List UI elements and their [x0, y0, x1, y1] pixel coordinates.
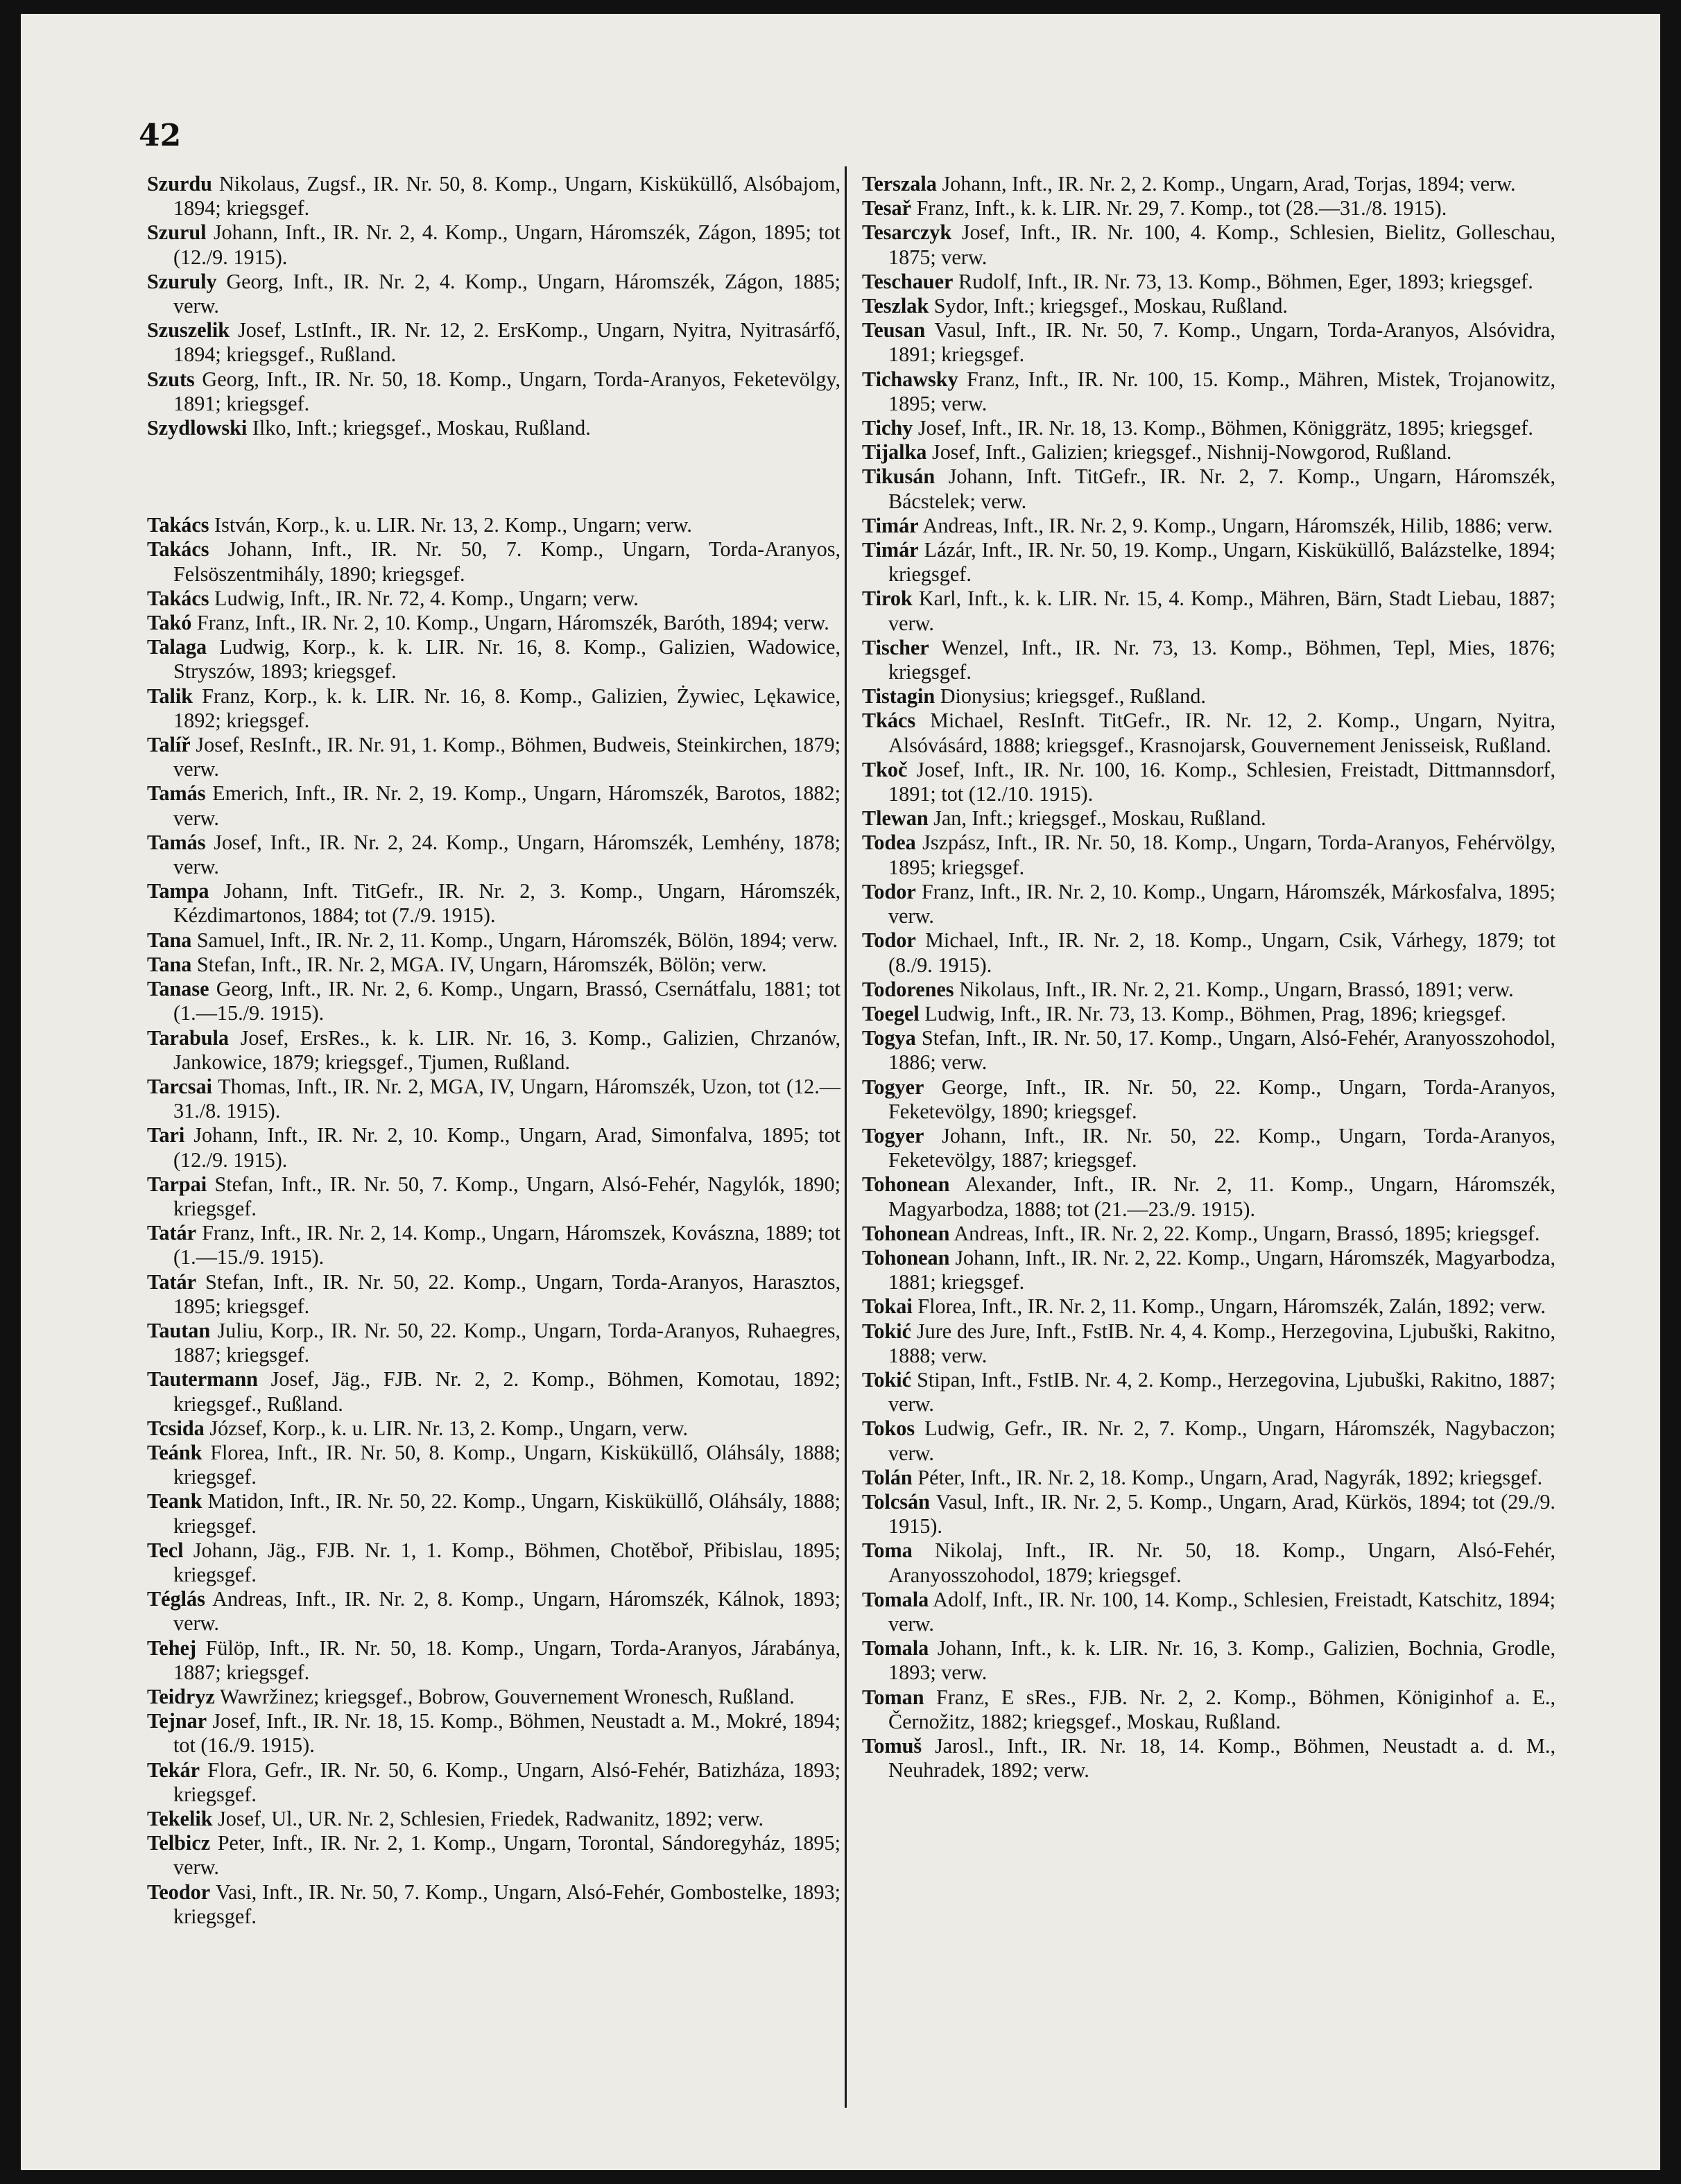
entry-surname: Timár: [862, 513, 919, 537]
entry-surname: Tichy: [862, 416, 913, 440]
register-entry: [147, 1880, 840, 1929]
entry-details: Franz, Inft., k. k. LIR. Nr. 29, 7. Komp., tot (28.—31./8. 1915).: [916, 196, 1447, 220]
register-entry: [862, 684, 1555, 709]
register-entry: [147, 1221, 840, 1269]
register-entry: [862, 220, 1555, 269]
entry-details: Andreas, Inft., IR. Nr. 2, 22. Komp., Ungarn, Brassó, 1895; kriegsgef.: [954, 1221, 1540, 1245]
entry-details: Johann, Inft., IR. Nr. 50, 7. Komp., Ungarn, Torda-Aranyos, Felsöszentmihály, 1890; kriegsgef.: [173, 537, 840, 586]
entry-surname: Takács: [147, 586, 209, 610]
entry-surname: Tekelik: [147, 1807, 213, 1830]
entry-details: Franz, Inft., IR. Nr. 2, 14. Komp., Ungarn, Háromszek, Kovászna, 1889; tot (1.—15./9. 1915).: [173, 1221, 840, 1269]
entry-surname: Tecl: [147, 1538, 184, 1562]
entry-surname: Tischer: [862, 635, 929, 659]
entry-surname: Szurdu: [147, 172, 212, 196]
entry-details: Florea, Inft., IR. Nr. 2, 11. Komp., Ungarn, Háromszék, Zalán, 1892; verw.: [917, 1294, 1546, 1319]
entry-surname: Toman: [862, 1685, 924, 1709]
entry-surname: Tamás: [147, 781, 206, 806]
register-entry: [147, 1319, 840, 1367]
register-entry: [862, 1222, 1555, 1246]
entry-details: Johann, Inft., IR. Nr. 2, 4. Komp., Ungarn, Háromszék, Zágon, 1895; tot (12./9. 1915).: [173, 220, 840, 269]
register-entry: [147, 953, 840, 977]
entry-details: Lázár, Inft., IR. Nr. 50, 19. Komp., Ungarn, Kisküküllő, Balázstelke, 1894; kriegsgef.: [888, 538, 1556, 587]
entry-surname: Tarabula: [147, 1025, 230, 1050]
entry-surname: Tatár: [147, 1221, 197, 1245]
register-entry: [147, 928, 840, 953]
register-entry: [147, 1831, 840, 1880]
entry-surname: Tomala: [862, 1636, 929, 1661]
register-entry: [147, 781, 840, 830]
entry-details: Wenzel, Inft., IR. Nr. 73, 13. Komp., Böhmen, Tepl, Mies, 1876; kriegsgef.: [888, 635, 1555, 684]
register-entry: [862, 1246, 1555, 1294]
entry-details: Johann, Inft., IR. Nr. 2, 10. Komp., Ungarn, Arad, Simonfalva, 1895; tot (12./9. 1915).: [173, 1123, 841, 1172]
entry-details: Josef, ResInft., IR. Nr. 91, 1. Komp., Böhmen, Budweis, Steinkirchen, 1879; verw.: [173, 733, 841, 781]
entry-surname: Teodor: [147, 1880, 211, 1904]
register-entry: [862, 538, 1555, 587]
left-entries-szu: [147, 172, 840, 440]
entry-surname: Telbicz: [147, 1831, 211, 1855]
entry-details: Adolf, Inft., IR. Nr. 100, 14. Komp., Schlesien, Freistadt, Katschitz, 1894; verw.: [888, 1587, 1555, 1636]
register-entry: [862, 1002, 1555, 1026]
entry-details: Ludwig, Korp., k. k. LIR. Nr. 16, 8. Komp., Galizien, Wadowice, Stryszów, 1893; kriegsgef.: [173, 635, 840, 684]
entry-details: Josef, Inft., IR. Nr. 18, 13. Komp., Böhmen, Königgrätz, 1895; kriegsgef.: [917, 416, 1533, 440]
entry-surname: Talik: [147, 684, 193, 708]
register-entry: [147, 1172, 840, 1221]
register-entry: [862, 440, 1555, 465]
entry-details: Florea, Inft., IR. Nr. 50, 8. Komp., Ungarn, Kisküküllő, Oláhsály, 1888; kriegsgef.: [173, 1440, 841, 1489]
entry-surname: Tarcsai: [147, 1074, 212, 1098]
register-entry: [147, 1636, 840, 1685]
entry-details: Flora, Gefr., IR. Nr. 50, 6. Komp., Ungarn, Alsó-Fehér, Batizháza, 1893; kriegsgef.: [173, 1758, 841, 1806]
entry-details: Jszpász, Inft., IR. Nr. 50, 18. Komp., Ungarn, Torda-Aranyos, Fehérvölgy, 1895; kriegsgef.: [888, 831, 1555, 879]
entry-details: Franz, Inft., IR. Nr. 2, 10. Komp., Ungarn, Háromszék, Baróth, 1894; verw.: [196, 611, 829, 635]
entry-details: Juliu, Korp., IR. Nr. 50, 22. Komp., Ungarn, Torda-Aranyos, Ruhaegres, 1887; kriegsgef.: [173, 1318, 841, 1367]
entry-surname: Tanase: [147, 977, 209, 1001]
entry-surname: Todor: [862, 879, 916, 903]
entry-details: Josef, Inft., IR. Nr. 2, 24. Komp., Ungarn, Háromszék, Lemhény, 1878; verw.: [173, 830, 840, 879]
register-entry: [862, 1416, 1555, 1465]
entry-surname: Todorenes: [862, 977, 954, 1001]
entry-details: Peter, Inft., IR. Nr. 2, 1. Komp., Ungarn, Torontal, Sándoregyház, 1895; verw.: [173, 1831, 840, 1880]
entry-surname: Tari: [147, 1123, 185, 1147]
entry-details: Stefan, Inft., IR. Nr. 2, MGA. IV, Ungarn, Háromszék, Bölön; verw.: [196, 952, 767, 976]
register-entry: [147, 1367, 840, 1416]
entry-surname: Togya: [862, 1026, 916, 1050]
left-column: [147, 172, 840, 1929]
column-divider: [845, 166, 847, 2108]
entry-surname: Tirok: [862, 587, 913, 611]
entry-details: Stefan, Inft., IR. Nr. 50, 7. Komp., Ungarn, Alsó-Fehér, Nagylók, 1890; kriegsgef.: [173, 1172, 840, 1220]
register-entry: [862, 1636, 1555, 1685]
entry-surname: Tokai: [862, 1294, 913, 1319]
register-entry: [862, 367, 1555, 416]
entry-surname: Tomala: [862, 1587, 929, 1611]
entry-details: József, Korp., k. u. LIR. Nr. 13, 2. Komp., Ungarn, verw.: [209, 1416, 689, 1440]
register-entry: [147, 611, 840, 635]
entry-details: Michael, ResInft. TitGefr., IR. Nr. 12, 2. Komp., Ungarn, Nyitra, Alsóvásárd, 1888; kriegsgef., Krasnojarsk, Gouvernement Jenisseisk, Rußland.: [888, 709, 1556, 757]
entry-details: Ludwig, Inft., IR. Nr. 72, 4. Komp., Ungarn; verw.: [214, 586, 639, 610]
entry-details: Andreas, Inft., IR. Nr. 2, 9. Komp., Ungarn, Háromszék, Hilib, 1886; verw.: [922, 513, 1553, 537]
register-entry: [862, 1685, 1555, 1734]
entry-details: Stefan, Inft., IR. Nr. 50, 22. Komp., Ungarn, Torda-Aranyos, Harasztos, 1895; kriegsgef.: [173, 1269, 841, 1318]
entry-surname: Tana: [147, 928, 192, 952]
register-entry: [147, 1539, 840, 1587]
register-entry: [862, 1466, 1555, 1490]
entry-surname: Tohonean: [862, 1221, 950, 1245]
entry-details: Georg, Inft., IR. Nr. 50, 18. Komp., Ungarn, Torda-Aranyos, Feketevölgy, 1891; kriegsgef.: [173, 367, 840, 415]
entry-surname: Togyer: [862, 1075, 924, 1099]
entry-surname: Teschauer: [862, 269, 954, 293]
entry-details: Johann, Jäg., FJB. Nr. 1, 1. Komp., Böhmen, Chotěboř, Přibislau, 1895; kriegsgef.: [173, 1538, 840, 1586]
entry-details: Johann, Inft. TitGefr., IR. Nr. 2, 7. Komp., Ungarn, Háromszék, Bácstelek; verw.: [888, 465, 1555, 513]
entry-surname: Takács: [147, 537, 209, 562]
register-entry: [862, 928, 1555, 977]
register-entry: [862, 465, 1555, 513]
entry-details: Sydor, Inft.; kriegsgef., Moskau, Rußland.: [933, 294, 1288, 318]
register-entry: [147, 1123, 840, 1172]
entry-details: Josef, Inft., IR. Nr. 100, 16. Komp., Schlesien, Freistadt, Dittmannsdorf, 1891; tot (12./10. 1915).: [888, 757, 1556, 806]
entry-surname: Tolán: [862, 1465, 913, 1489]
entry-details: Josef, Inft., Galizien; kriegsgef., Nishnij-Nowgorod, Rußland.: [931, 440, 1452, 465]
entry-details: Vasul, Inft., IR. Nr. 2, 5. Komp., Ungarn, Arad, Kürkös, 1894; tot (29./9. 1915).: [888, 1489, 1555, 1539]
entry-details: Vasul, Inft., IR. Nr. 50, 7. Komp., Ungarn, Torda-Aranyos, Alsóvidra, 1891; kriegsgef.: [888, 318, 1555, 367]
register-entry: [862, 806, 1555, 831]
entry-surname: Teusan: [862, 318, 926, 343]
register-entry: [862, 1319, 1555, 1368]
entry-surname: Tohonean: [862, 1172, 950, 1197]
entry-details: Josef, Inft., IR. Nr. 18, 15. Komp., Böhmen, Neustadt a. M., Mokré, 1894; tot (16./9. 1915).: [173, 1709, 841, 1758]
entry-surname: Tehej: [147, 1636, 197, 1660]
entry-details: Jure des Jure, Inft., FstIB. Nr. 4, 4. Komp., Herzegovina, Ljubuški, Rakitno, 1888; verw.: [888, 1319, 1555, 1367]
register-entry: [147, 1270, 840, 1319]
register-entry: [862, 514, 1555, 538]
entry-surname: Szuszelik: [147, 318, 230, 343]
entry-surname: Tejnar: [147, 1709, 207, 1733]
register-entry: [147, 733, 840, 781]
entry-surname: Talíř: [147, 733, 191, 757]
entry-details: Johann, Inft., k. k. LIR. Nr. 16, 3. Komp., Galizien, Bochnia, Grodle, 1893; verw.: [888, 1636, 1555, 1685]
entry-surname: Tokos: [862, 1416, 915, 1441]
entry-surname: Toegel: [862, 1001, 920, 1025]
entry-details: Josef, Inft., IR. Nr. 100, 4. Komp., Schlesien, Bielitz, Golleschau, 1875; verw.: [888, 220, 1556, 269]
register-entry: [862, 587, 1555, 635]
entry-surname: Tarpai: [147, 1172, 207, 1196]
register-entry: [147, 513, 840, 537]
entry-surname: Tistagin: [862, 684, 936, 709]
entry-details: Fülöp, Inft., IR. Nr. 50, 18. Komp., Ungarn, Torda-Aranyos, Járabánya, 1887; kriegsgef.: [173, 1636, 841, 1684]
entry-surname: Tatár: [147, 1269, 197, 1294]
entry-surname: Toma: [862, 1539, 913, 1563]
register-entry: [862, 416, 1555, 440]
entry-surname: Togyer: [862, 1123, 924, 1147]
entry-surname: Szurul: [147, 220, 207, 245]
entry-surname: Teszlak: [862, 294, 929, 318]
page-number: 42: [139, 118, 182, 153]
register-entry: [147, 635, 840, 684]
entry-details: Johann, Inft., IR. Nr. 2, 2. Komp., Ungarn, Arad, Torjas, 1894; verw.: [942, 172, 1516, 196]
entry-details: Johann, Inft., IR. Nr. 50, 22. Komp., Ungarn, Torda-Aranyos, Feketevölgy, 1887; kriegsgef.: [888, 1123, 1555, 1172]
register-entry: [147, 1026, 840, 1075]
entry-surname: Tlewan: [862, 806, 929, 831]
entry-details: Franz, Inft., IR. Nr. 2, 10. Komp., Ungarn, Háromszék, Márkosfalva, 1895; verw.: [888, 879, 1556, 928]
register-entry: [147, 587, 840, 611]
entry-details: Rudolf, Inft., IR. Nr. 73, 13. Komp., Böhmen, Eger, 1893; kriegsgef.: [958, 269, 1533, 293]
entry-details: Karl, Inft., k. k. LIR. Nr. 15, 4. Komp., Mähren, Bärn, Stadt Liebau, 1887; verw.: [888, 587, 1555, 635]
register-entry: [862, 978, 1555, 1002]
entry-details: Wawržinez; kriegsgef., Bobrow, Gouvernement Wronesch, Rußland.: [219, 1684, 795, 1708]
entry-surname: Tautermann: [147, 1367, 258, 1392]
entry-surname: Tesarczyk: [862, 220, 952, 245]
right-entries: [862, 172, 1555, 1783]
register-entry: [862, 1294, 1555, 1319]
register-entry: [862, 1026, 1555, 1075]
entry-surname: Tekár: [147, 1758, 200, 1782]
register-entry: [862, 196, 1555, 220]
entry-details: Josef, Ul., UR. Nr. 2, Schlesien, Friedek, Radwanitz, 1892; verw.: [218, 1807, 764, 1830]
entry-details: Josef, Jäg., FJB. Nr. 2, 2. Komp., Böhmen, Komotau, 1892; kriegsgef., Rußland.: [173, 1367, 840, 1416]
register-entry: [862, 636, 1555, 684]
register-entry: [147, 1758, 840, 1807]
entry-surname: Terszala: [862, 172, 937, 196]
register-entry: [147, 270, 840, 318]
entry-surname: Teánk: [147, 1440, 202, 1464]
page-sheet: [21, 14, 1660, 2170]
register-entry: [862, 709, 1555, 757]
entry-details: Michael, Inft., IR. Nr. 2, 18. Komp., Ungarn, Csik, Várhegy, 1879; tot (8./9. 1915).: [888, 928, 1555, 977]
entry-details: Josef, ErsRes., k. k. LIR. Nr. 16, 3. Komp., Galizien, Chrzanów, Jankowice, 1879; kriegsgef., Tjumen, Rußland.: [173, 1025, 841, 1074]
register-entry: [147, 1709, 840, 1758]
entry-details: Ilko, Inft.; kriegsgef., Moskau, Rußland.: [252, 416, 591, 440]
register-entry: [147, 1685, 840, 1709]
register-entry: [862, 758, 1555, 806]
register-entry: [862, 172, 1555, 196]
entry-surname: Takács: [147, 513, 209, 537]
entry-details: Nikolaj, Inft., IR. Nr. 50, 18. Komp., Ungarn, Alsó-Fehér, Aranyosszohodol, 1879; kriegsgef.: [888, 1539, 1556, 1587]
register-entry: [147, 977, 840, 1025]
entry-surname: Szuts: [147, 367, 195, 391]
entry-details: Alexander, Inft., IR. Nr. 2, 11. Komp., Ungarn, Háromszék, Magyarbodza, 1888; tot (21.—23./9. 1915).: [888, 1172, 1555, 1221]
entry-surname: Tampa: [147, 879, 209, 903]
entry-details: Johann, Inft., IR. Nr. 2, 22. Komp., Ungarn, Háromszék, Magyarbodza, 1881; kriegsgef.: [888, 1245, 1555, 1294]
entry-details: István, Korp., k. u. LIR. Nr. 13, 2. Komp., Ungarn; verw.: [214, 513, 692, 537]
register-entry: [147, 1416, 840, 1441]
left-entries-ta: [147, 513, 840, 1929]
entry-surname: Tautan: [147, 1318, 211, 1342]
entry-surname: Tikusán: [862, 465, 936, 489]
entry-surname: Tkács: [862, 709, 916, 733]
register-entry: [147, 1441, 840, 1489]
register-entry: [862, 270, 1555, 294]
entry-details: Nikolaus, Zugsf., IR. Nr. 50, 8. Komp., Ungarn, Kisküküllő, Alsóbajom, 1894; kriegsgef.: [173, 172, 841, 220]
entry-surname: Tcsida: [147, 1416, 205, 1440]
entry-details: Georg, Inft., IR. Nr. 2, 6. Komp., Ungarn, Brassó, Csernátfalu, 1881; tot (1.—15./9. 1915).: [173, 977, 840, 1025]
entry-details: Vasi, Inft., IR. Nr. 50, 7. Komp., Ungarn, Alsó-Fehér, Gombostelke, 1893; kriegsgef.: [173, 1880, 840, 1928]
entry-details: Dionysius; kriegsgef., Rußland.: [940, 684, 1206, 709]
register-entry: [862, 1539, 1555, 1587]
register-entry: [862, 1588, 1555, 1636]
register-entry: [862, 1368, 1555, 1416]
register-entry: [147, 1587, 840, 1636]
entry-surname: Tokić: [862, 1319, 912, 1343]
register-entry: [862, 1075, 1555, 1124]
entry-details: Franz, E sRes., FJB. Nr. 2, 2. Komp., Böhmen, Königinhof a. E., Černožitz, 1882; kriegsgef., Moskau, Rußland.: [888, 1685, 1555, 1733]
entry-surname: Timár: [862, 538, 919, 562]
register-entry: [147, 831, 840, 879]
entry-details: Péter, Inft., IR. Nr. 2, 18. Komp., Ungarn, Arad, Nagyrák, 1892; kriegsgef.: [917, 1465, 1543, 1489]
entry-surname: Tamás: [147, 830, 206, 854]
register-entry: [147, 367, 840, 416]
entry-details: Franz, Korp., k. k. LIR. Nr. 16, 8. Komp., Galizien, Żywiec, Lękawice, 1892; kriegsgef.: [173, 684, 840, 732]
entry-surname: Tomuš: [862, 1734, 922, 1758]
entry-details: Ludwig, Inft., IR. Nr. 73, 13. Komp., Böhmen, Prag, 1896; kriegsgef.: [924, 1001, 1506, 1025]
entry-surname: Tolcsán: [862, 1489, 930, 1514]
entry-details: Johann, Inft. TitGefr., IR. Nr. 2, 3. Komp., Ungarn, Háromszék, Kézdimartonos, 1884; tot (7./9. 1915).: [173, 879, 841, 928]
register-entry: [862, 1490, 1555, 1539]
entry-surname: Tesař: [862, 196, 912, 220]
entry-surname: Tana: [147, 952, 192, 976]
entry-details: Andreas, Inft., IR. Nr. 2, 8. Komp., Ungarn, Háromszék, Kálnok, 1893; verw.: [173, 1587, 840, 1636]
register-entry: [862, 1124, 1555, 1172]
entry-details: Thomas, Inft., IR. Nr. 2, MGA, IV, Ungarn, Háromszék, Uzon, tot (12.—31./8. 1915).: [173, 1074, 840, 1123]
entry-details: Josef, LstInft., IR. Nr. 12, 2. ErsKomp., Ungarn, Nyitra, Nyitrasárfő, 1894; kriegsgef., Rußland.: [173, 318, 840, 367]
register-entry: [862, 1734, 1555, 1783]
register-entry: [147, 220, 840, 269]
entry-surname: Tohonean: [862, 1245, 950, 1269]
right-column: [862, 172, 1555, 1783]
entry-surname: Tijalka: [862, 440, 927, 465]
entry-details: Matidon, Inft., IR. Nr. 50, 22. Komp., Ungarn, Kisküküllő, Oláhsály, 1888; kriegsgef.: [173, 1489, 841, 1538]
entry-details: Stefan, Inft., IR. Nr. 50, 17. Komp., Ungarn, Alsó-Fehér, Aranyosszohodol, 1886; verw.: [888, 1026, 1556, 1075]
entry-surname: Szydlowski: [147, 416, 248, 440]
entry-details: Jan, Inft.; kriegsgef., Moskau, Rußland.: [933, 806, 1266, 831]
register-entry: [147, 537, 840, 586]
entry-surname: Teank: [147, 1489, 202, 1514]
entry-details: Emerich, Inft., IR. Nr. 2, 19. Komp., Ungarn, Háromszék, Barotos, 1882; verw.: [173, 781, 840, 830]
register-entry: [147, 318, 840, 367]
register-entry: [862, 318, 1555, 367]
entry-surname: Teidryz: [147, 1684, 215, 1708]
register-entry: [147, 879, 840, 928]
entry-surname: Tichawsky: [862, 367, 958, 391]
section-gap: [147, 440, 840, 513]
entry-surname: Talaga: [147, 635, 207, 659]
register-entry: [147, 1489, 840, 1538]
register-entry: [862, 831, 1555, 879]
entry-surname: Takó: [147, 611, 192, 635]
entry-details: Stipan, Inft., FstIB. Nr. 4, 2. Komp., Herzegovina, Ljubuški, Rakitno, 1887; verw.: [888, 1367, 1555, 1416]
entry-details: Franz, Inft., IR. Nr. 100, 15. Komp., Mähren, Mistek, Trojanowitz, 1895; verw.: [888, 367, 1555, 415]
entry-surname: Tokić: [862, 1367, 912, 1392]
entry-details: Nikolaus, Inft., IR. Nr. 2, 21. Komp., Ungarn, Brassó, 1891; verw.: [959, 977, 1514, 1001]
entry-details: Samuel, Inft., IR. Nr. 2, 11. Komp., Ungarn, Háromszék, Bölön, 1894; verw.: [196, 928, 838, 952]
entry-details: Jarosl., Inft., IR. Nr. 18, 14. Komp., Böhmen, Neustadt a. d. M., Neuhradek, 1892; verw.: [888, 1734, 1556, 1783]
register-entry: [147, 1807, 840, 1831]
entry-surname: Szuruly: [147, 269, 217, 293]
register-entry: [862, 880, 1555, 928]
register-entry: [147, 1075, 840, 1123]
entry-details: Georg, Inft., IR. Nr. 2, 4. Komp., Ungarn, Háromszék, Zágon, 1885; verw.: [173, 269, 840, 318]
register-entry: [147, 172, 840, 220]
entry-surname: Todea: [862, 831, 916, 855]
register-entry: [862, 294, 1555, 318]
register-entry: [147, 684, 840, 733]
entry-surname: Todor: [862, 928, 916, 953]
entry-surname: Tkoč: [862, 757, 908, 781]
entry-details: Ludwig, Gefr., IR. Nr. 2, 7. Komp., Ungarn, Háromszék, Nagybaczon; verw.: [888, 1416, 1556, 1465]
register-entry: [147, 416, 840, 440]
entry-surname: Téglás: [147, 1587, 205, 1611]
entry-details: George, Inft., IR. Nr. 50, 22. Komp., Ungarn, Torda-Aranyos, Feketevölgy, 1890; kriegsgef.: [888, 1075, 1556, 1123]
register-entry: [862, 1172, 1555, 1221]
